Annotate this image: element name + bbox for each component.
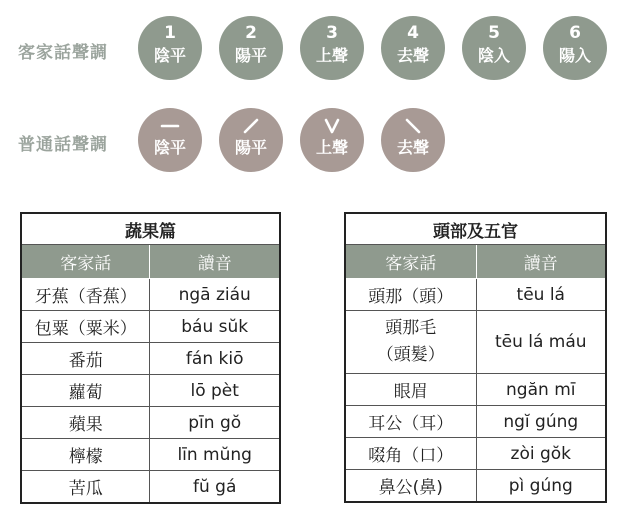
hakka-tones-label: 客家話聲調 — [18, 43, 108, 63]
mandarin-tone-2 — [219, 108, 283, 172]
tone-number: 4 — [407, 23, 419, 43]
word-cell: 蘋果 — [21, 407, 150, 439]
reading-cell: pì gúng — [476, 470, 606, 503]
tone-name: 陽平 — [234, 138, 267, 157]
word-line: （頭髮） — [376, 345, 445, 365]
tone-number: 2 — [245, 23, 257, 43]
tone-name: 陰平 — [153, 46, 186, 65]
table-row — [21, 343, 280, 375]
tone-name: 上聲 — [315, 138, 348, 157]
reading-cell: pīn gŏ — [150, 407, 280, 439]
reading-cell: fŭ gá — [150, 471, 280, 504]
reading-cell: zòi gŏk — [476, 438, 606, 470]
column-header-word: 客家話 — [21, 245, 150, 279]
table-row — [345, 470, 606, 503]
word-cell: 包粟（粟米） — [21, 311, 150, 343]
table-row — [345, 374, 606, 406]
word-cell: 牙蕉（香蕉） — [21, 279, 150, 311]
dipping-tone-icon — [322, 116, 342, 136]
reading-cell: lō pèt — [150, 375, 280, 407]
word-cell: 啜角（口） — [345, 438, 476, 470]
word-cell: 蘿蔔 — [21, 375, 150, 407]
reading-cell: ngĭ gúng — [476, 406, 606, 438]
table-title: 蔬果篇 — [21, 213, 280, 245]
table-row — [21, 375, 280, 407]
tone-name: 陽平 — [234, 46, 267, 65]
reading-cell: tēu lá — [476, 279, 606, 311]
word-cell: 眼眉 — [345, 374, 476, 406]
column-header-word: 客家話 — [345, 245, 476, 279]
word-cell: 番茄 — [21, 343, 150, 375]
table-row — [345, 438, 606, 470]
hakka-tone-5 — [462, 16, 526, 80]
reading-cell: tēu lá máu — [476, 311, 606, 374]
table-row — [21, 439, 280, 471]
word-line: 頭那毛 — [385, 318, 437, 338]
reading-cell: līn mŭng — [150, 439, 280, 471]
table-row — [345, 311, 606, 374]
word-cell: 耳公（耳） — [345, 406, 476, 438]
tone-number: 5 — [488, 23, 500, 43]
mandarin-tone-4 — [381, 108, 445, 172]
tone-name: 上聲 — [315, 46, 348, 65]
rising-tone-icon — [241, 116, 261, 136]
table-row — [21, 311, 280, 343]
hakka-tone-3 — [300, 16, 364, 80]
reading-cell: báu sŭk — [150, 311, 280, 343]
table-row — [21, 407, 280, 439]
mandarin-tone-1 — [138, 108, 202, 172]
table-row — [21, 471, 280, 504]
word-cell: 頭那（頭） — [345, 279, 476, 311]
fruits-vegetables-table — [20, 212, 281, 504]
hakka-tone-2 — [219, 16, 283, 80]
reading-cell: ngā ziáu — [150, 279, 280, 311]
hakka-tone-6 — [543, 16, 607, 80]
tone-number: 6 — [569, 23, 581, 43]
word-cell: 鼻公(鼻) — [345, 470, 476, 503]
tone-number: 3 — [326, 23, 338, 43]
head-face-table — [344, 212, 607, 503]
mandarin-tone-3 — [300, 108, 364, 172]
column-header-reading: 讀音 — [150, 245, 280, 279]
flat-tone-icon — [160, 116, 180, 136]
reading-cell: ngăn mī — [476, 374, 606, 406]
table-title: 頭部及五官 — [345, 213, 606, 245]
word-cell: 苦瓜 — [21, 471, 150, 504]
tone-name: 陰平 — [153, 138, 186, 157]
tone-number: 1 — [164, 23, 176, 43]
hakka-tone-1 — [138, 16, 202, 80]
table-row — [21, 279, 280, 311]
tone-name: 去聲 — [396, 46, 429, 65]
mandarin-tones-label: 普通話聲調 — [18, 135, 108, 155]
column-header-reading: 讀音 — [476, 245, 606, 279]
table-row — [345, 279, 606, 311]
table-row — [345, 406, 606, 438]
tone-name: 陽入 — [558, 46, 591, 65]
tone-name: 去聲 — [396, 138, 429, 157]
falling-tone-icon — [403, 116, 423, 136]
tone-name: 陰入 — [477, 46, 510, 65]
hakka-tone-4 — [381, 16, 445, 80]
word-cell: 檸檬 — [21, 439, 150, 471]
word-cell — [345, 311, 476, 374]
reading-cell: fán kiō — [150, 343, 280, 375]
